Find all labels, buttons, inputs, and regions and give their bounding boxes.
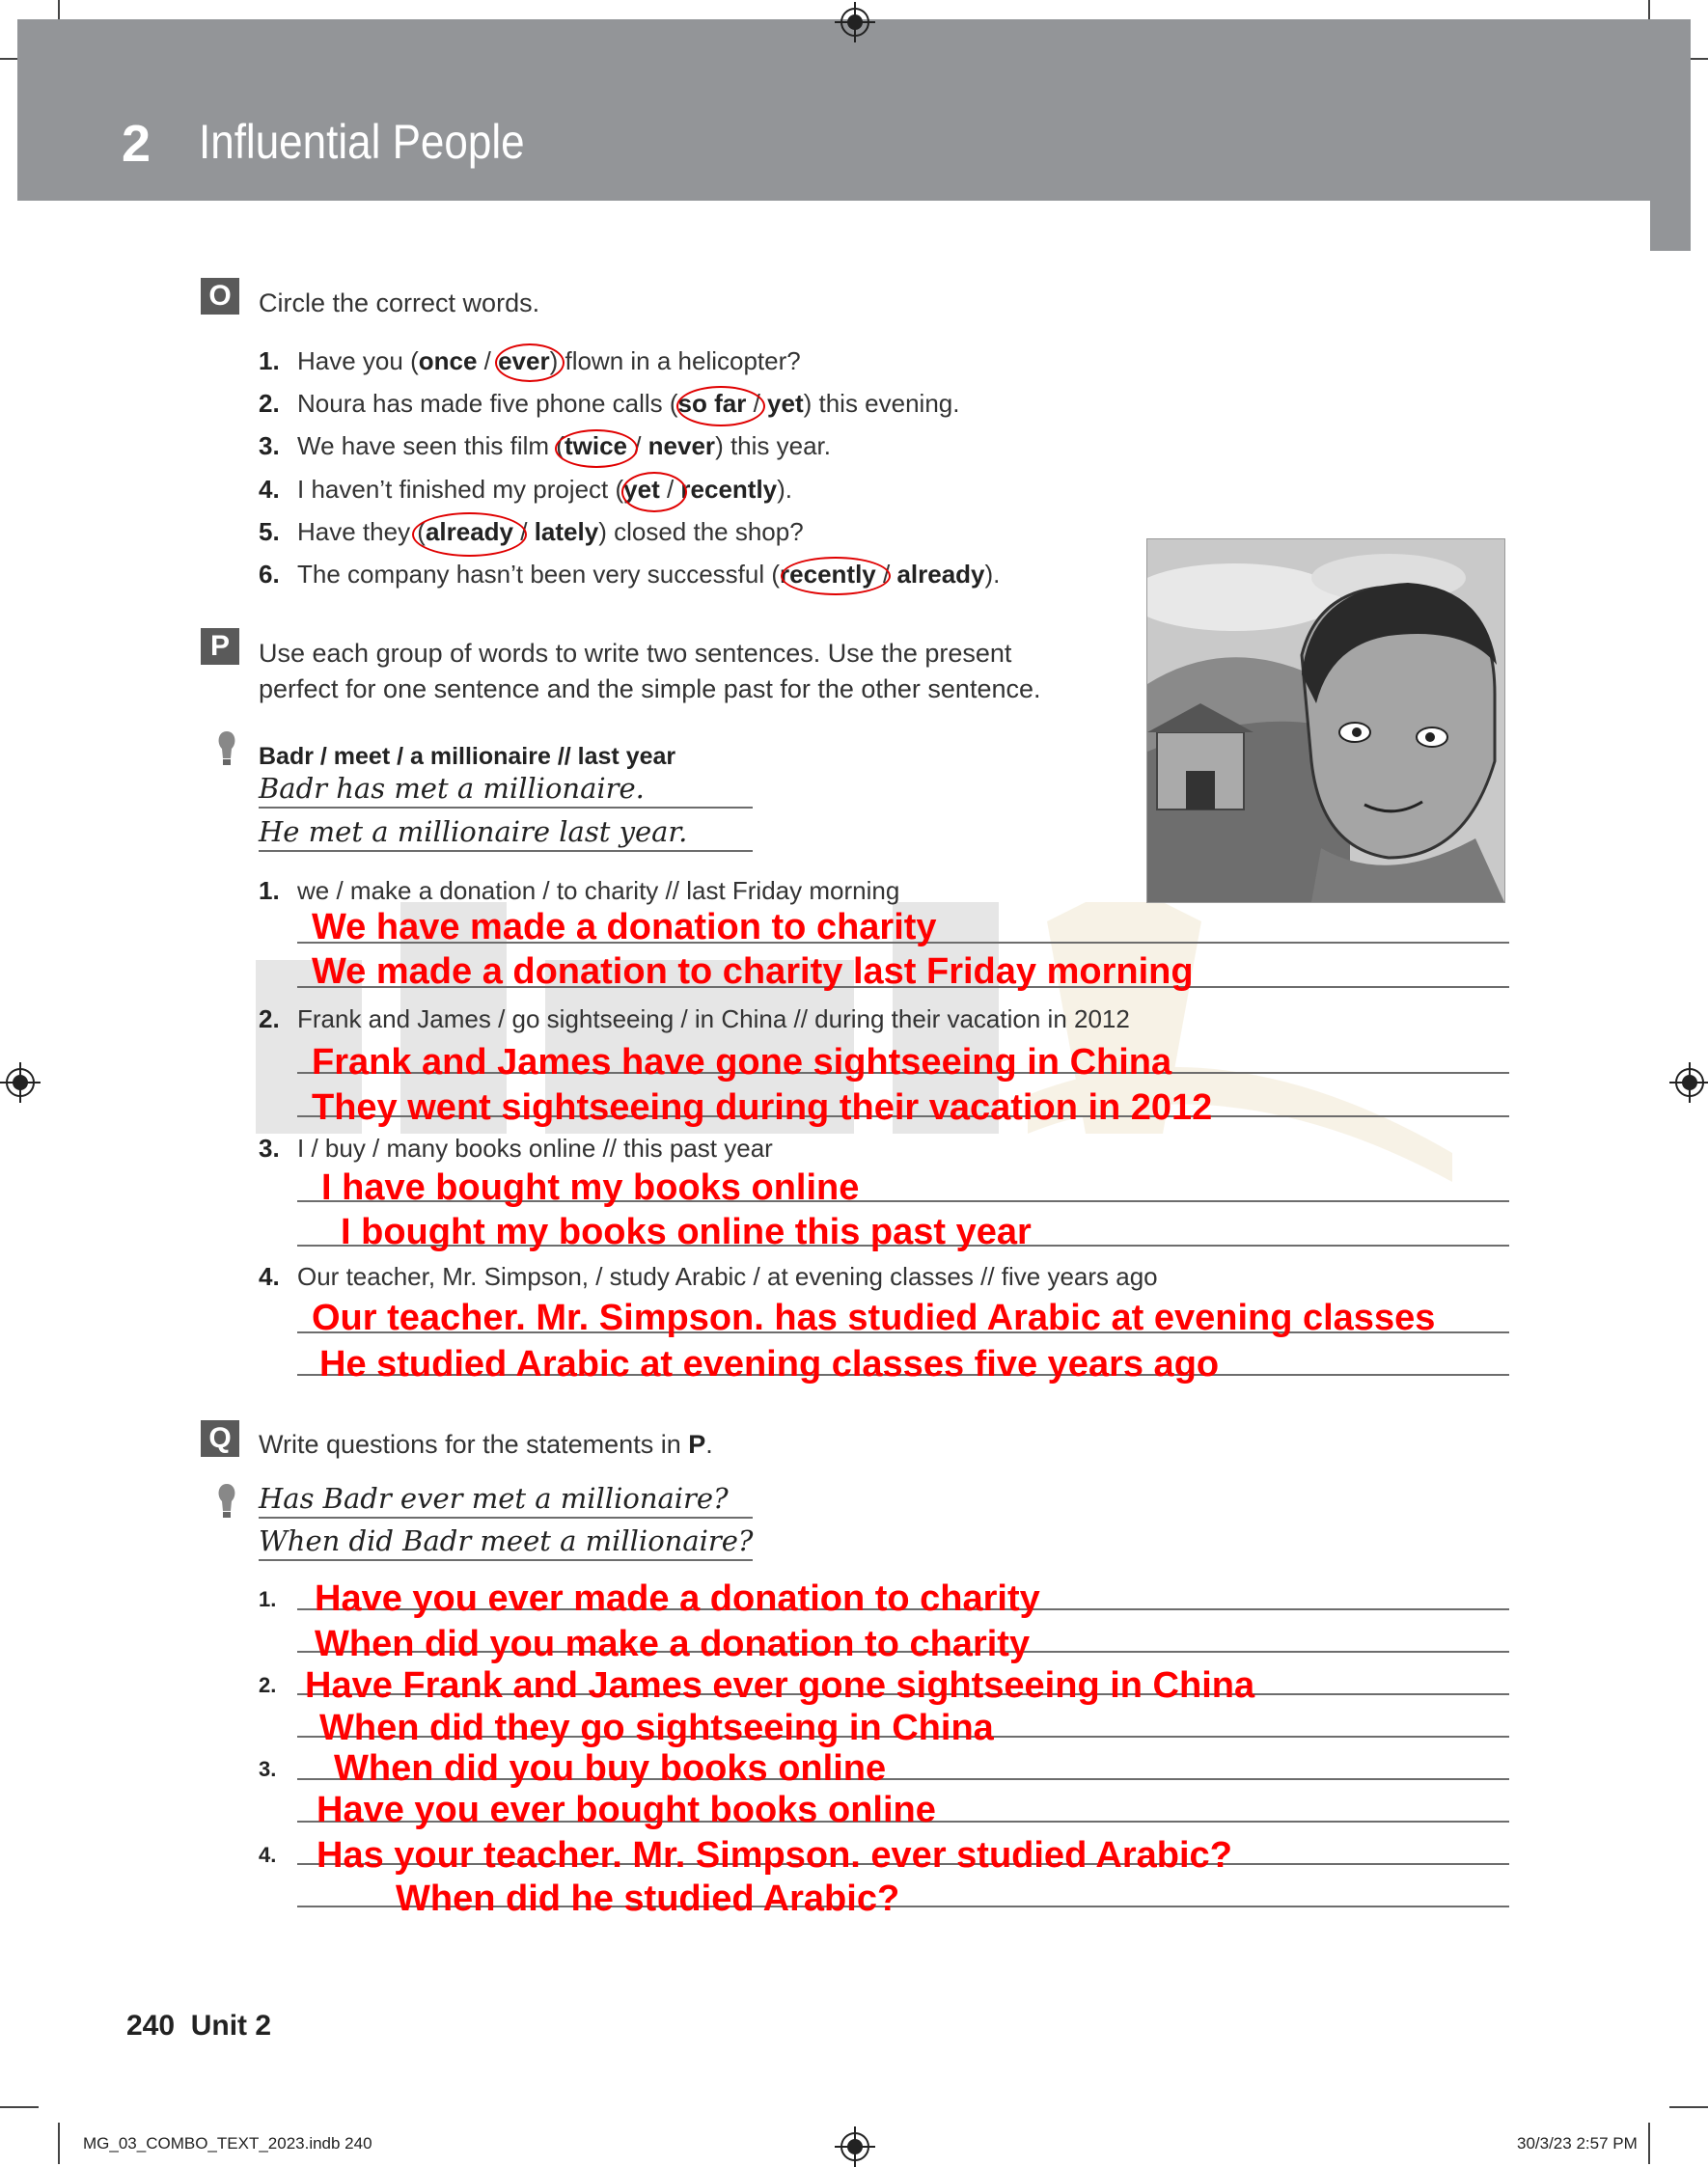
sentence-start: Noura has made five phone calls (: [297, 389, 678, 418]
section-p-badge: P: [201, 628, 239, 665]
example-question-1: Has Badr ever met a millionaire?: [259, 1482, 729, 1515]
page-footer: [126, 2010, 271, 2043]
item-number: 1.: [259, 876, 280, 905]
option-2: lately: [534, 517, 599, 546]
handwritten-question-1: When did you buy books online: [334, 1748, 887, 1789]
header-edge-strip: [1650, 19, 1691, 251]
handwritten-answer-simple-past: He studied Arabic at evening classes five years ago: [319, 1344, 1220, 1385]
lightbulb-icon: [216, 1482, 237, 1521]
sentence-end: ).: [777, 475, 793, 504]
option-separator: /: [513, 517, 535, 546]
handwritten-answer-simple-past: They went sightseeing during their vacation in 2012: [312, 1087, 1213, 1128]
answer-circle: [621, 472, 687, 512]
item-number: 6.: [259, 560, 280, 589]
option-2: yet: [767, 389, 804, 418]
section-q-instruction-text: Write questions for the statements in: [259, 1430, 689, 1459]
page-number: 240: [126, 2010, 176, 2042]
handwritten-answer-present-perfect: I have bought my books online: [321, 1167, 860, 1208]
option-2: recently: [680, 475, 778, 504]
registration-mark-icon: [6, 1068, 35, 1097]
item-number: 2.: [259, 1004, 280, 1033]
option-separator: /: [477, 346, 499, 375]
answer-circle: [555, 429, 638, 468]
choice-sentence: [297, 389, 959, 419]
sentence-start: Have they (: [297, 517, 426, 546]
option-1: once: [418, 346, 478, 375]
unit-number: 2: [122, 115, 152, 173]
item-number: 3.: [259, 1757, 277, 1781]
crop-mark: [1648, 2123, 1650, 2164]
handwritten-question-2: When did he studied Arabic?: [396, 1879, 900, 1919]
choice-sentence: [297, 517, 804, 547]
section-p-instruction-line1: Use each group of words to write two sentences. Use the present: [259, 639, 1012, 668]
option-separator: /: [746, 389, 768, 418]
option-1: yet: [623, 475, 660, 504]
section-p-instruction-line2: perfect for one sentence and the simple past for the other sentence.: [259, 674, 1041, 703]
answer-circle: [412, 512, 527, 557]
example-sentence-2: He met a millionaire last year.: [259, 815, 688, 848]
example-prompt: Badr / meet / a millionaire // last year: [259, 743, 676, 770]
item-number: 3.: [259, 1134, 280, 1163]
section-q-instruction-end: .: [705, 1430, 713, 1459]
crop-mark: [58, 2123, 60, 2164]
section-q-instruction-ref: P: [688, 1430, 706, 1459]
sentence-start: We have seen this film (: [297, 431, 565, 460]
item-number: 2.: [259, 1673, 277, 1697]
item-number: 4.: [259, 1843, 277, 1867]
handwritten-question-1: Has your teacher. Mr. Simpson. ever studied Arabic?: [317, 1835, 1232, 1876]
item-number: 4.: [259, 475, 280, 504]
handwritten-question-2: When did you make a donation to charity: [315, 1624, 1031, 1664]
choice-sentence: [297, 475, 792, 505]
sentence-start: I haven’t finished my project (: [297, 475, 624, 504]
example-line: [259, 850, 753, 852]
option-1: already: [425, 517, 514, 546]
item-prompt: we / make a donation / to charity // last Friday morning: [297, 876, 900, 905]
section-o-instruction: Circle the correct words.: [259, 288, 540, 317]
item-number: 4.: [259, 1262, 280, 1291]
unit-title: Influential People: [199, 115, 525, 169]
registration-mark-icon: [1675, 1068, 1704, 1097]
handwritten-question-1: Have Frank and James ever gone sightseeing in China: [305, 1665, 1255, 1706]
sentence-start: Have you (: [297, 346, 419, 375]
option-2: already: [896, 560, 985, 589]
crop-mark: [1669, 2106, 1708, 2108]
handwritten-answer-present-perfect: Frank and James have gone sightseeing in China: [312, 1042, 1172, 1083]
sentence-end: ) this year.: [715, 431, 831, 460]
sentence-end: ) this evening.: [803, 389, 960, 418]
answer-circle: [495, 343, 565, 382]
example-sentence-1: Badr has met a millionaire.: [259, 772, 645, 805]
example-line: [259, 1517, 753, 1519]
item-number: 2.: [259, 389, 280, 418]
sentence-start: The company hasn’t been very successful (: [297, 560, 781, 589]
option-1: twice: [564, 431, 627, 460]
sentence-end: ) closed the shop?: [598, 517, 804, 546]
item-number: 1.: [259, 346, 280, 375]
option-1: recently: [780, 560, 876, 589]
item-number: 3.: [259, 431, 280, 460]
option-2: ever: [498, 346, 550, 375]
example-question-2: When did Badr meet a millionaire?: [259, 1524, 754, 1557]
print-slug-left: MG_03_COMBO_TEXT_2023.indb 240: [83, 2134, 372, 2153]
option-separator: /: [875, 560, 897, 589]
option-1: so far: [677, 389, 747, 418]
print-slug-right: 30/3/23 2:57 PM: [1517, 2134, 1638, 2153]
sentence-end: ).: [984, 560, 1001, 589]
registration-mark-icon: [840, 8, 869, 37]
choice-sentence: [297, 560, 1000, 590]
answer-circle: [676, 386, 768, 426]
option-2: never: [647, 431, 716, 460]
handwritten-answer-present-perfect: Our teacher. Mr. Simpson. has studied Arabic at evening classes: [312, 1298, 1436, 1338]
unit-label: Unit 2: [190, 2010, 272, 2042]
handwritten-answer-present-perfect: We have made a donation to charity: [312, 907, 937, 947]
header-band: [17, 19, 1691, 201]
item-number: 5.: [259, 517, 280, 546]
handwritten-answer-simple-past: I bought my books online this past year: [341, 1212, 1032, 1252]
item-prompt: Our teacher, Mr. Simpson, / study Arabic / at evening classes // five years ago: [297, 1262, 1158, 1291]
item-number: 1.: [259, 1587, 277, 1611]
section-q-badge: Q: [201, 1420, 239, 1457]
item-prompt: Frank and James / go sightseeing / in China // during their vacation in 2012: [297, 1004, 1130, 1033]
section-q-instruction: [259, 1430, 713, 1460]
registration-mark-icon: [840, 2132, 869, 2161]
sentence-end: ) flown in a helicopter?: [549, 346, 801, 375]
item-prompt: I / buy / many books online // this past year: [297, 1134, 773, 1163]
answer-circle: [781, 557, 891, 595]
boy-great-wall-illustration: [1146, 538, 1505, 903]
handwritten-question-1: Have you ever made a donation to charity: [315, 1578, 1040, 1619]
example-line: [259, 1559, 753, 1561]
option-separator: /: [659, 475, 681, 504]
crop-mark: [0, 2106, 39, 2108]
example-line: [259, 807, 753, 809]
section-o-badge: O: [201, 278, 239, 315]
handwritten-answer-simple-past: We made a donation to charity last Friday morning: [312, 951, 1194, 992]
handwritten-question-2: Have you ever bought books online: [317, 1790, 936, 1830]
handwritten-question-2: When did they go sightseeing in China: [319, 1708, 994, 1748]
option-separator: /: [627, 431, 648, 460]
lightbulb-icon: [216, 729, 237, 768]
